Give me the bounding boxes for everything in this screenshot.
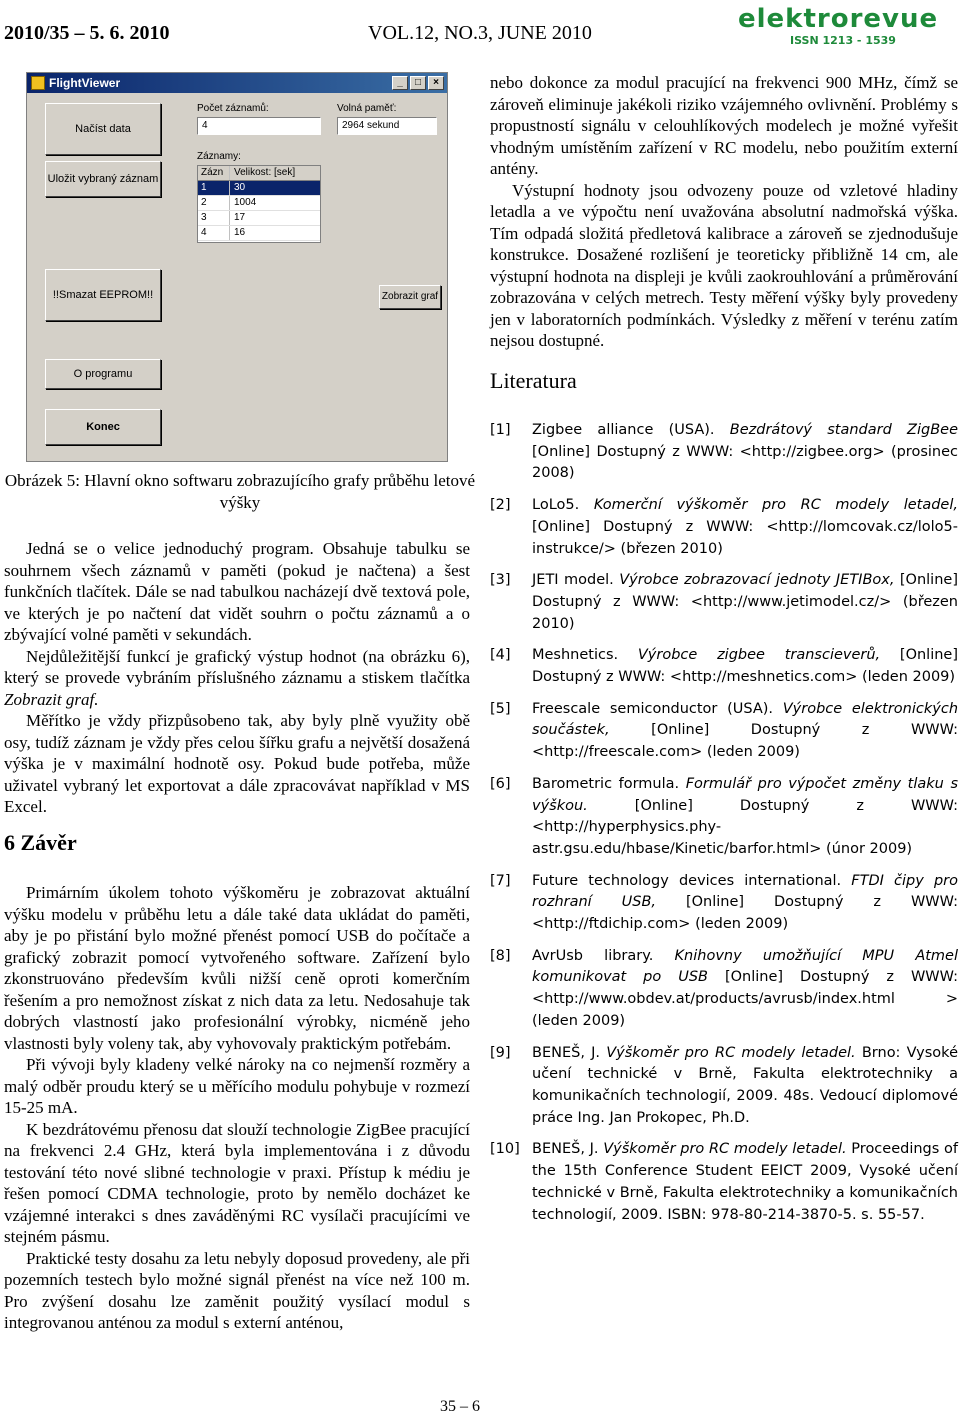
table-row[interactable] xyxy=(198,226,320,241)
reference-title: Bezdrátový standard ZigBee xyxy=(729,422,958,438)
table-cell: 2 xyxy=(198,196,230,210)
record-count-label: Počet záznamů: xyxy=(197,103,269,114)
window-title: FlightViewer xyxy=(49,76,121,90)
reference-item xyxy=(490,774,958,861)
app-icon xyxy=(31,76,45,90)
reference-source: [Online] Dostupný z WWW: <http://www.jetimodel.cz/> (březen 2010) xyxy=(532,572,958,632)
paragraph: Výstupní hodnoty jsou odvozeny pouze od vzletové hladiny letadla a ve výpočtu není uvažována absolutní nadmořská výška. Tím odpadá složitá předletová kalibrace a zároveň se zjednodušuje konstrukce. Dosažené rozlišení je teoreticky přibližně 14 cm, ale výstupní hodnota na displeji je kvůli zaokrouhlování a průměrování zobrazována v celých metrech. Testy měření výšky byly provedeny jen v laboratorních podmínkách. Výsledky z měření v terénu zatím nejsou dostupné. xyxy=(490,180,958,350)
paragraph xyxy=(4,646,470,711)
show-graph-button[interactable]: Zobrazit graf xyxy=(379,285,441,309)
left-column xyxy=(4,538,470,818)
reference-number: [5] xyxy=(490,700,511,717)
paragraph: Jedná se o velice jednoduchý program. Obsahuje tabulku se souhrnem všech záznamů v paměti (pokud je načtena) a šest funkčních tlačítek. Dále se nad tabulkou nacházejí dvě textová pole, ve kterých je po načtení dat vidět souhrn o počtu záznamů a o zbývající volné paměti v sekundách. xyxy=(4,539,470,644)
table-cell: 1004 xyxy=(234,197,257,208)
reference-source: [Online] Dostupný z WWW: <http://zigbee.org> (prosinec 2008) xyxy=(532,443,958,482)
figure-caption: Obrázek 5: Hlavní okno softwaru zobrazujícího grafy průběhu letové výšky xyxy=(4,471,476,512)
reference-item xyxy=(490,1139,958,1226)
volume-info: VOL.12, NO.3, JUNE 2010 xyxy=(368,22,592,44)
paragraph: Při vývoji byly kladeny velké nároky na co nejmenší rozměry a malý odběr proudu který se u měřícího modulu pohybuje v rozmezí 15-25 mA. xyxy=(4,1055,470,1117)
reference-source: [Online] Dostupný z WWW: <http://ftdichip.com> (leden 2009) xyxy=(532,894,959,933)
reference-source: [Online] Dostupný z WWW: <http://lomcovak.cz/lolo5-instrukce/> (březen 2010) xyxy=(532,518,958,557)
reference-source: [Online] Dostupný z WWW: <http://freescale.com> (leden 2009) xyxy=(532,722,958,761)
reference-author: Freescale semiconductor (USA). xyxy=(532,700,783,717)
page-number: 35 – 6 xyxy=(440,1398,480,1415)
load-data-button[interactable]: Načíst data xyxy=(45,103,161,155)
issue-date: 2010/35 – 5. 6. 2010 xyxy=(4,22,170,44)
reference-title: Formulář pro výpočet změny tlaku s výškou. xyxy=(532,775,958,814)
reference-number: [6] xyxy=(490,775,511,792)
reference-item xyxy=(490,495,958,560)
reference-author: Barometric formula. xyxy=(532,775,686,792)
paragraph: Praktické testy dosahu za letu nebyly doposud provedeny, ale při pozemních testech bylo možné signál přenést na více než 100 m. Pro zvýšení dosahu lze zaměnit použitý vysílací modul s integrovanou anténou za modul s externí anténou, xyxy=(4,1248,470,1332)
free-memory-label: Volná paměť: xyxy=(337,103,397,114)
reference-item xyxy=(490,946,958,1033)
reference-title: Výškoměr pro RC modely letadel. xyxy=(603,1141,847,1158)
reference-title: Výrobce zigbee transcieverů, xyxy=(637,647,881,664)
records-table xyxy=(197,165,321,243)
journal-logo xyxy=(738,4,958,48)
reference-author: BENEŠ, J. xyxy=(532,1044,607,1061)
reference-source: Proceedings of the 15th Conference Student EEICT 2009, Vysoké učení technické v Brně, Fakulta elektrotechniky a komunikačních technologií, 2009. ISBN: 978-80-214-3870-5. s. 55-57. xyxy=(532,1141,958,1223)
exit-button[interactable]: Konec xyxy=(45,409,161,445)
table-row[interactable] xyxy=(198,181,320,196)
reference-title: FTDI čipy pro rozhraní USB, xyxy=(532,872,958,911)
paragraph-text: Nejdůležitější funkcí je grafický výstup hodnot (na obrázku 6), který se provede vybráním příslušného záznamu a stiskem tlačítka xyxy=(4,646,470,687)
free-memory-field[interactable]: 2964 sekund xyxy=(337,117,437,135)
reference-author: AvrUsb library. xyxy=(532,947,675,964)
reference-author: JETI model. xyxy=(532,572,620,589)
reference-item xyxy=(490,1043,958,1130)
reference-number: [10] xyxy=(490,1141,520,1158)
reference-item xyxy=(490,420,958,485)
reference-author: Zigbee alliance (USA). xyxy=(532,422,730,438)
table-header xyxy=(198,166,320,181)
paragraph: nebo dokonce za modul pracující na frekvenci 900 MHz, čímž se zároveň eliminuje jakékoli riziko vzájemného ovlivnění. Problémy s propustností signálu v celouhlíkových modelech je možné vyřešit vhodným umístěním zařízení v RC modelu, nebo použitím externí antény. xyxy=(490,73,958,178)
table-cell: 30 xyxy=(234,182,246,193)
reference-source: [Online] Dostupný z WWW: <http://meshnetics.com> (leden 2009) xyxy=(532,647,959,686)
section-title: 6 Závěr xyxy=(4,830,77,855)
reference-number: [9] xyxy=(490,1044,511,1061)
window-titlebar xyxy=(27,73,447,93)
minimize-icon[interactable]: _ xyxy=(392,76,408,90)
table-row[interactable] xyxy=(198,211,320,226)
reference-number: [7] xyxy=(490,872,511,889)
table-cell: 1 xyxy=(198,181,230,195)
reference-title: Komerční výškoměr pro RC modely letadel, xyxy=(593,497,958,514)
reference-author: Future technology devices international. xyxy=(532,872,852,889)
reference-item xyxy=(490,699,958,764)
reference-source: [Online] Dostupný z WWW: <http://hyperphysics.phy-astr.gsu.edu/hbase/Kinetic/barfor.html> (únor 2009) xyxy=(532,797,958,857)
about-button[interactable]: O programu xyxy=(45,359,161,389)
maximize-icon[interactable]: □ xyxy=(410,76,426,90)
paragraph: Měřítko je vždy přizpůsobeno tak, aby byly plně využity obě osy, tudíž záznam je vždy přes celou šířku grafu a největší dosažená výška je v maximální hodnotě osy. Pokud bude potřeba, může uživatel vybraný let exportovat a dále zpracovávat například v MS Excel. xyxy=(4,711,470,816)
records-label: Záznamy: xyxy=(197,151,241,162)
right-column xyxy=(490,72,958,352)
literature-title: Literatura xyxy=(490,368,577,393)
button-reference: Zobrazit graf. xyxy=(4,689,99,709)
record-count-field[interactable]: 4 xyxy=(197,117,321,135)
reference-source: [Online] Dostupný z WWW: <http://www.obdev.at/products/avrusb/index.html > (leden 2009) xyxy=(532,969,959,1029)
reference-number: [4] xyxy=(490,647,511,664)
save-record-button[interactable]: Uložit vybraný záznam xyxy=(45,161,161,197)
logo-text: elektrorevue xyxy=(738,4,939,34)
reference-author: BENEŠ, J. xyxy=(532,1141,604,1158)
reference-title: Výškoměr pro RC modely letadel. xyxy=(606,1044,856,1061)
reference-item xyxy=(490,871,958,936)
left-column-conclusion xyxy=(4,882,470,1334)
table-cell: 3 xyxy=(198,211,230,225)
table-cell: 16 xyxy=(234,227,246,238)
flightviewer-window xyxy=(26,72,448,462)
reference-number: [8] xyxy=(490,947,511,964)
reference-title: Výrobce elektronických součástek, xyxy=(532,700,959,739)
page-header xyxy=(0,0,960,60)
reference-author: LoLo5. xyxy=(532,497,594,514)
close-icon[interactable]: × xyxy=(428,76,444,90)
reference-author: Meshnetics. xyxy=(532,647,638,664)
reference-title: Výrobce zobrazovací jednoty JETIBox, xyxy=(619,572,895,589)
paragraph: Primárním úkolem tohoto výškoměru je zobrazovat aktuální výšku modelu v průběhu letu a dále také data ukládat do paměti, aby je po přistání bylo možné přenést pomocí USB do počítače a grafický zobrazit pomocí vytvořeného software. Zařízení bylo zkonstruováno především kvůli nižší ceně oproti komerčním řešením a pro nemožnost získat z nich data za letu. Nedosahuje tak dobrých vlastností jako profesionální výrobky, nicméně jeho vlastnosti byly voleny tak, aby vyhovovaly praktickým potřebám. xyxy=(4,883,470,1053)
table-cell: 4 xyxy=(198,226,230,240)
paragraph: K bezdrátovému přenosu dat slouží technologie ZigBee pracující na frekvenci 2.4 GHz, která byla implementována i z důvodu testování této nové slibné technologie v praxi. Přístup k médiu je řešen pomocí CDMA technologie, proto by nemělo docházet ke vzájemné interakci s dnes zaváděnými RC vysílači pracujícími ve stejném pásmu. xyxy=(4,1119,470,1246)
reference-source: Brno: Vysoké učení technické v Brně, Fakulta elektrotechniky a komunikačních technologií, 2009. 48s. Vedoucí diplomové práce Ing. Jan Prokopec, Ph.D. xyxy=(532,1044,958,1126)
column-header: Velikost: [sek] xyxy=(234,167,296,178)
reference-list xyxy=(490,420,958,1236)
reference-item xyxy=(490,645,958,688)
reference-item xyxy=(490,570,958,635)
table-cell: 17 xyxy=(234,212,246,223)
issn: ISSN 1213 - 1539 xyxy=(790,34,896,47)
erase-eeprom-button[interactable]: !!Smazat EEPROM!! xyxy=(45,269,161,321)
reference-number: [1] xyxy=(490,422,511,438)
reference-number: [2] xyxy=(490,497,511,514)
table-row[interactable] xyxy=(198,196,320,211)
reference-number: [3] xyxy=(490,572,511,589)
column-header: Zázn xyxy=(198,166,230,180)
reference-title: Knihovny umožňující MPU Atmel komunikovat po USB xyxy=(532,947,959,986)
